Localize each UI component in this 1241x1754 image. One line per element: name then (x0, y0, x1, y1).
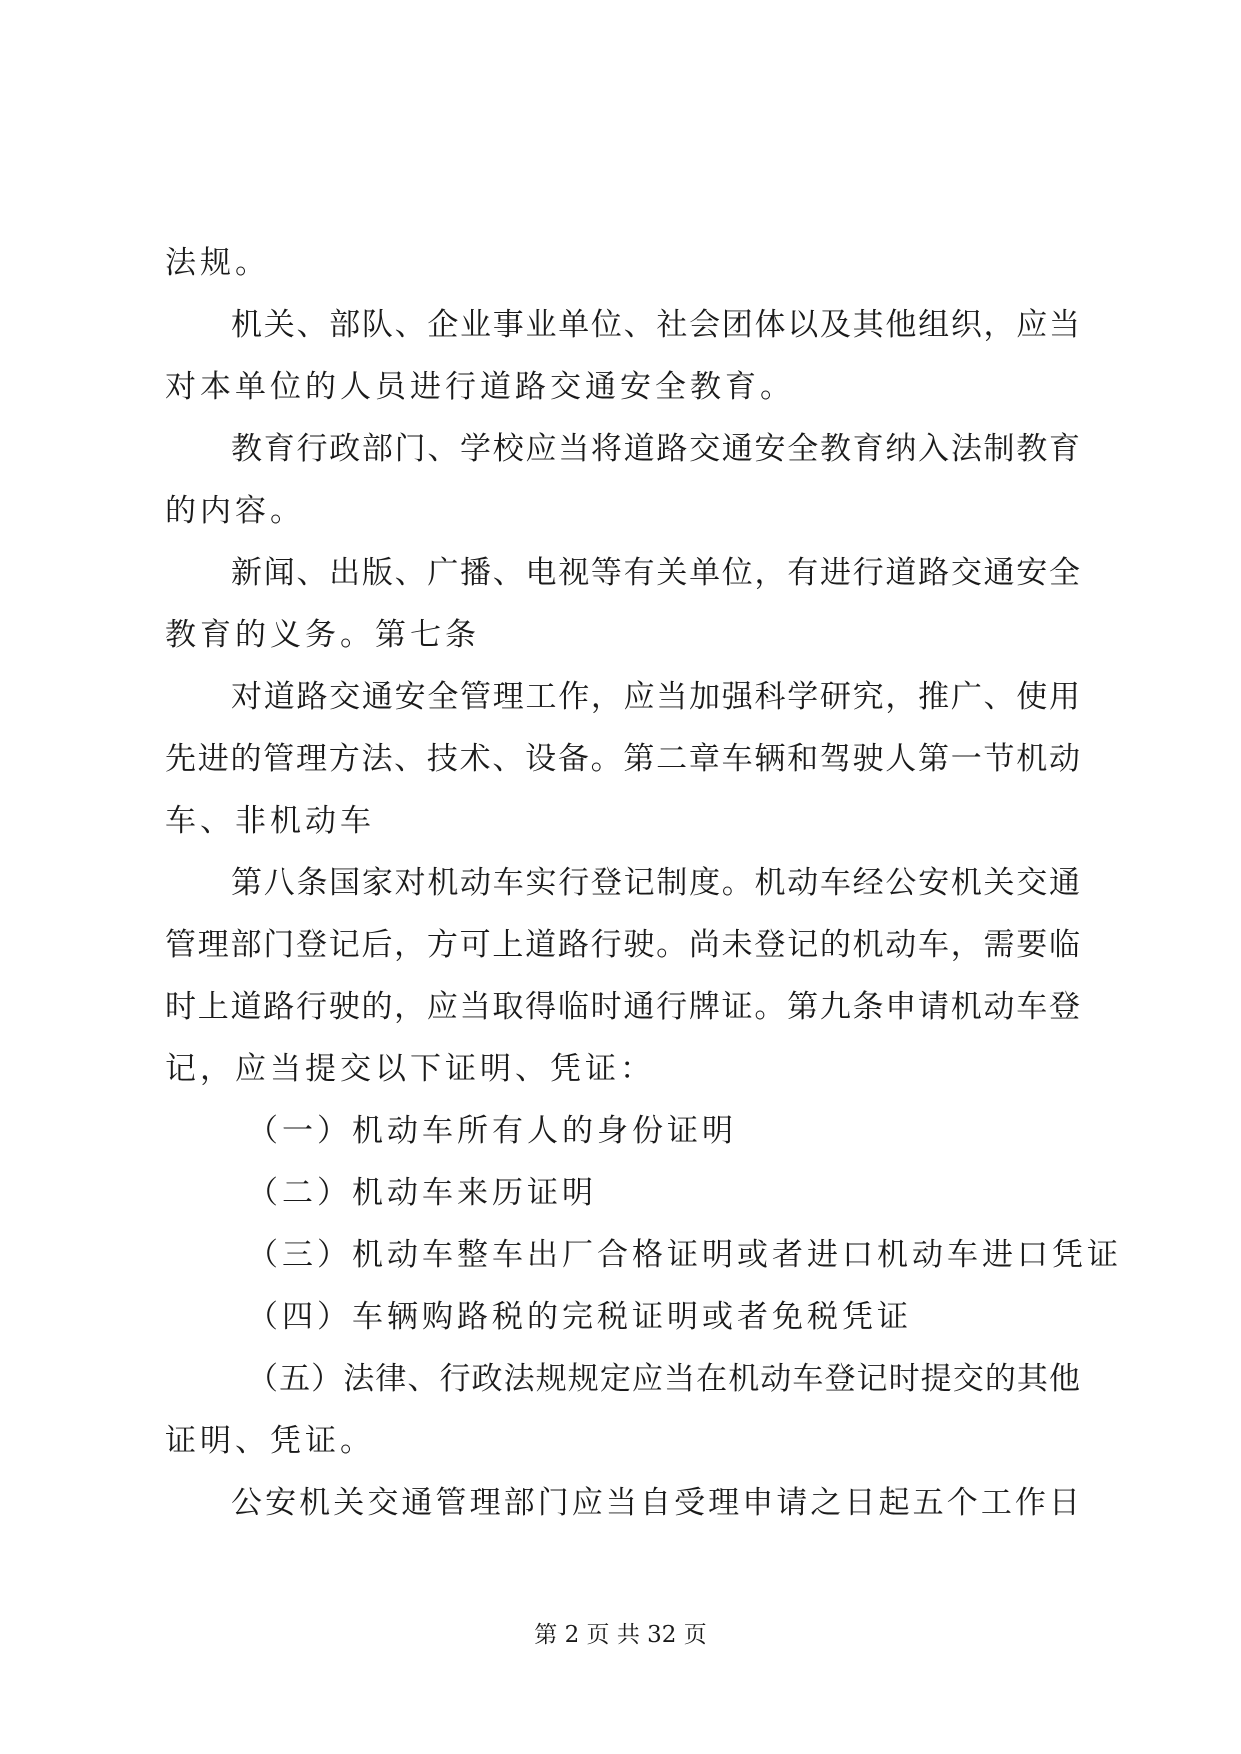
paragraph-line: 教育的义务。第七条 (165, 617, 480, 653)
paragraph-line: 证明、凭证。 (165, 1423, 375, 1459)
list-item: （四）车辆购路税的完税证明或者免税凭证 (247, 1299, 912, 1335)
page-number-label: 第 2 页 共 32 页 (534, 1622, 707, 1648)
list-item: （三）机动车整车出厂合格证明或者进口机动车进口凭证 (247, 1237, 1122, 1273)
paragraph-line: 车、非机动车 (165, 803, 375, 839)
paragraph-line: 法规。 (165, 245, 270, 281)
paragraph-line: 记，应当提交以下证明、凭证： (165, 1051, 655, 1087)
paragraph-line: 公安机关交通管理部门应当自受理申请之日起五个工作日 (231, 1485, 1080, 1521)
paragraph-line: 新闻、出版、广播、电视等有关单位，有进行道路交通安全 (231, 555, 1080, 591)
list-item: （一）机动车所有人的身份证明 (247, 1113, 737, 1149)
paragraph-line: 管理部门登记后，方可上道路行驶。尚未登记的机动车，需要临 (165, 927, 1080, 963)
document-body (165, 232, 1122, 1534)
paragraph-line: 第八条国家对机动车实行登记制度。机动车经公安机关交通 (231, 865, 1080, 901)
list-item: （二）机动车来历证明 (247, 1175, 597, 1211)
paragraph-line: 先进的管理方法、技术、设备。第二章车辆和驾驶人第一节机动 (165, 741, 1080, 777)
paragraph-line: 对道路交通安全管理工作，应当加强科学研究，推广、使用 (231, 679, 1080, 715)
paragraph-line: 机关、部队、企业事业单位、社会团体以及其他组织，应当 (231, 307, 1080, 343)
page-footer (0, 1616, 1241, 1649)
paragraph-line: 教育行政部门、学校应当将道路交通安全教育纳入法制教育 (231, 431, 1080, 467)
paragraph-line: 时上道路行驶的，应当取得临时通行牌证。第九条申请机动车登 (165, 989, 1080, 1025)
paragraph-line: 对本单位的人员进行道路交通安全教育。 (165, 369, 795, 405)
paragraph-line: 的内容。 (165, 493, 305, 529)
list-item: （五）法律、行政法规规定应当在机动车登记时提交的其他 (247, 1361, 1080, 1397)
